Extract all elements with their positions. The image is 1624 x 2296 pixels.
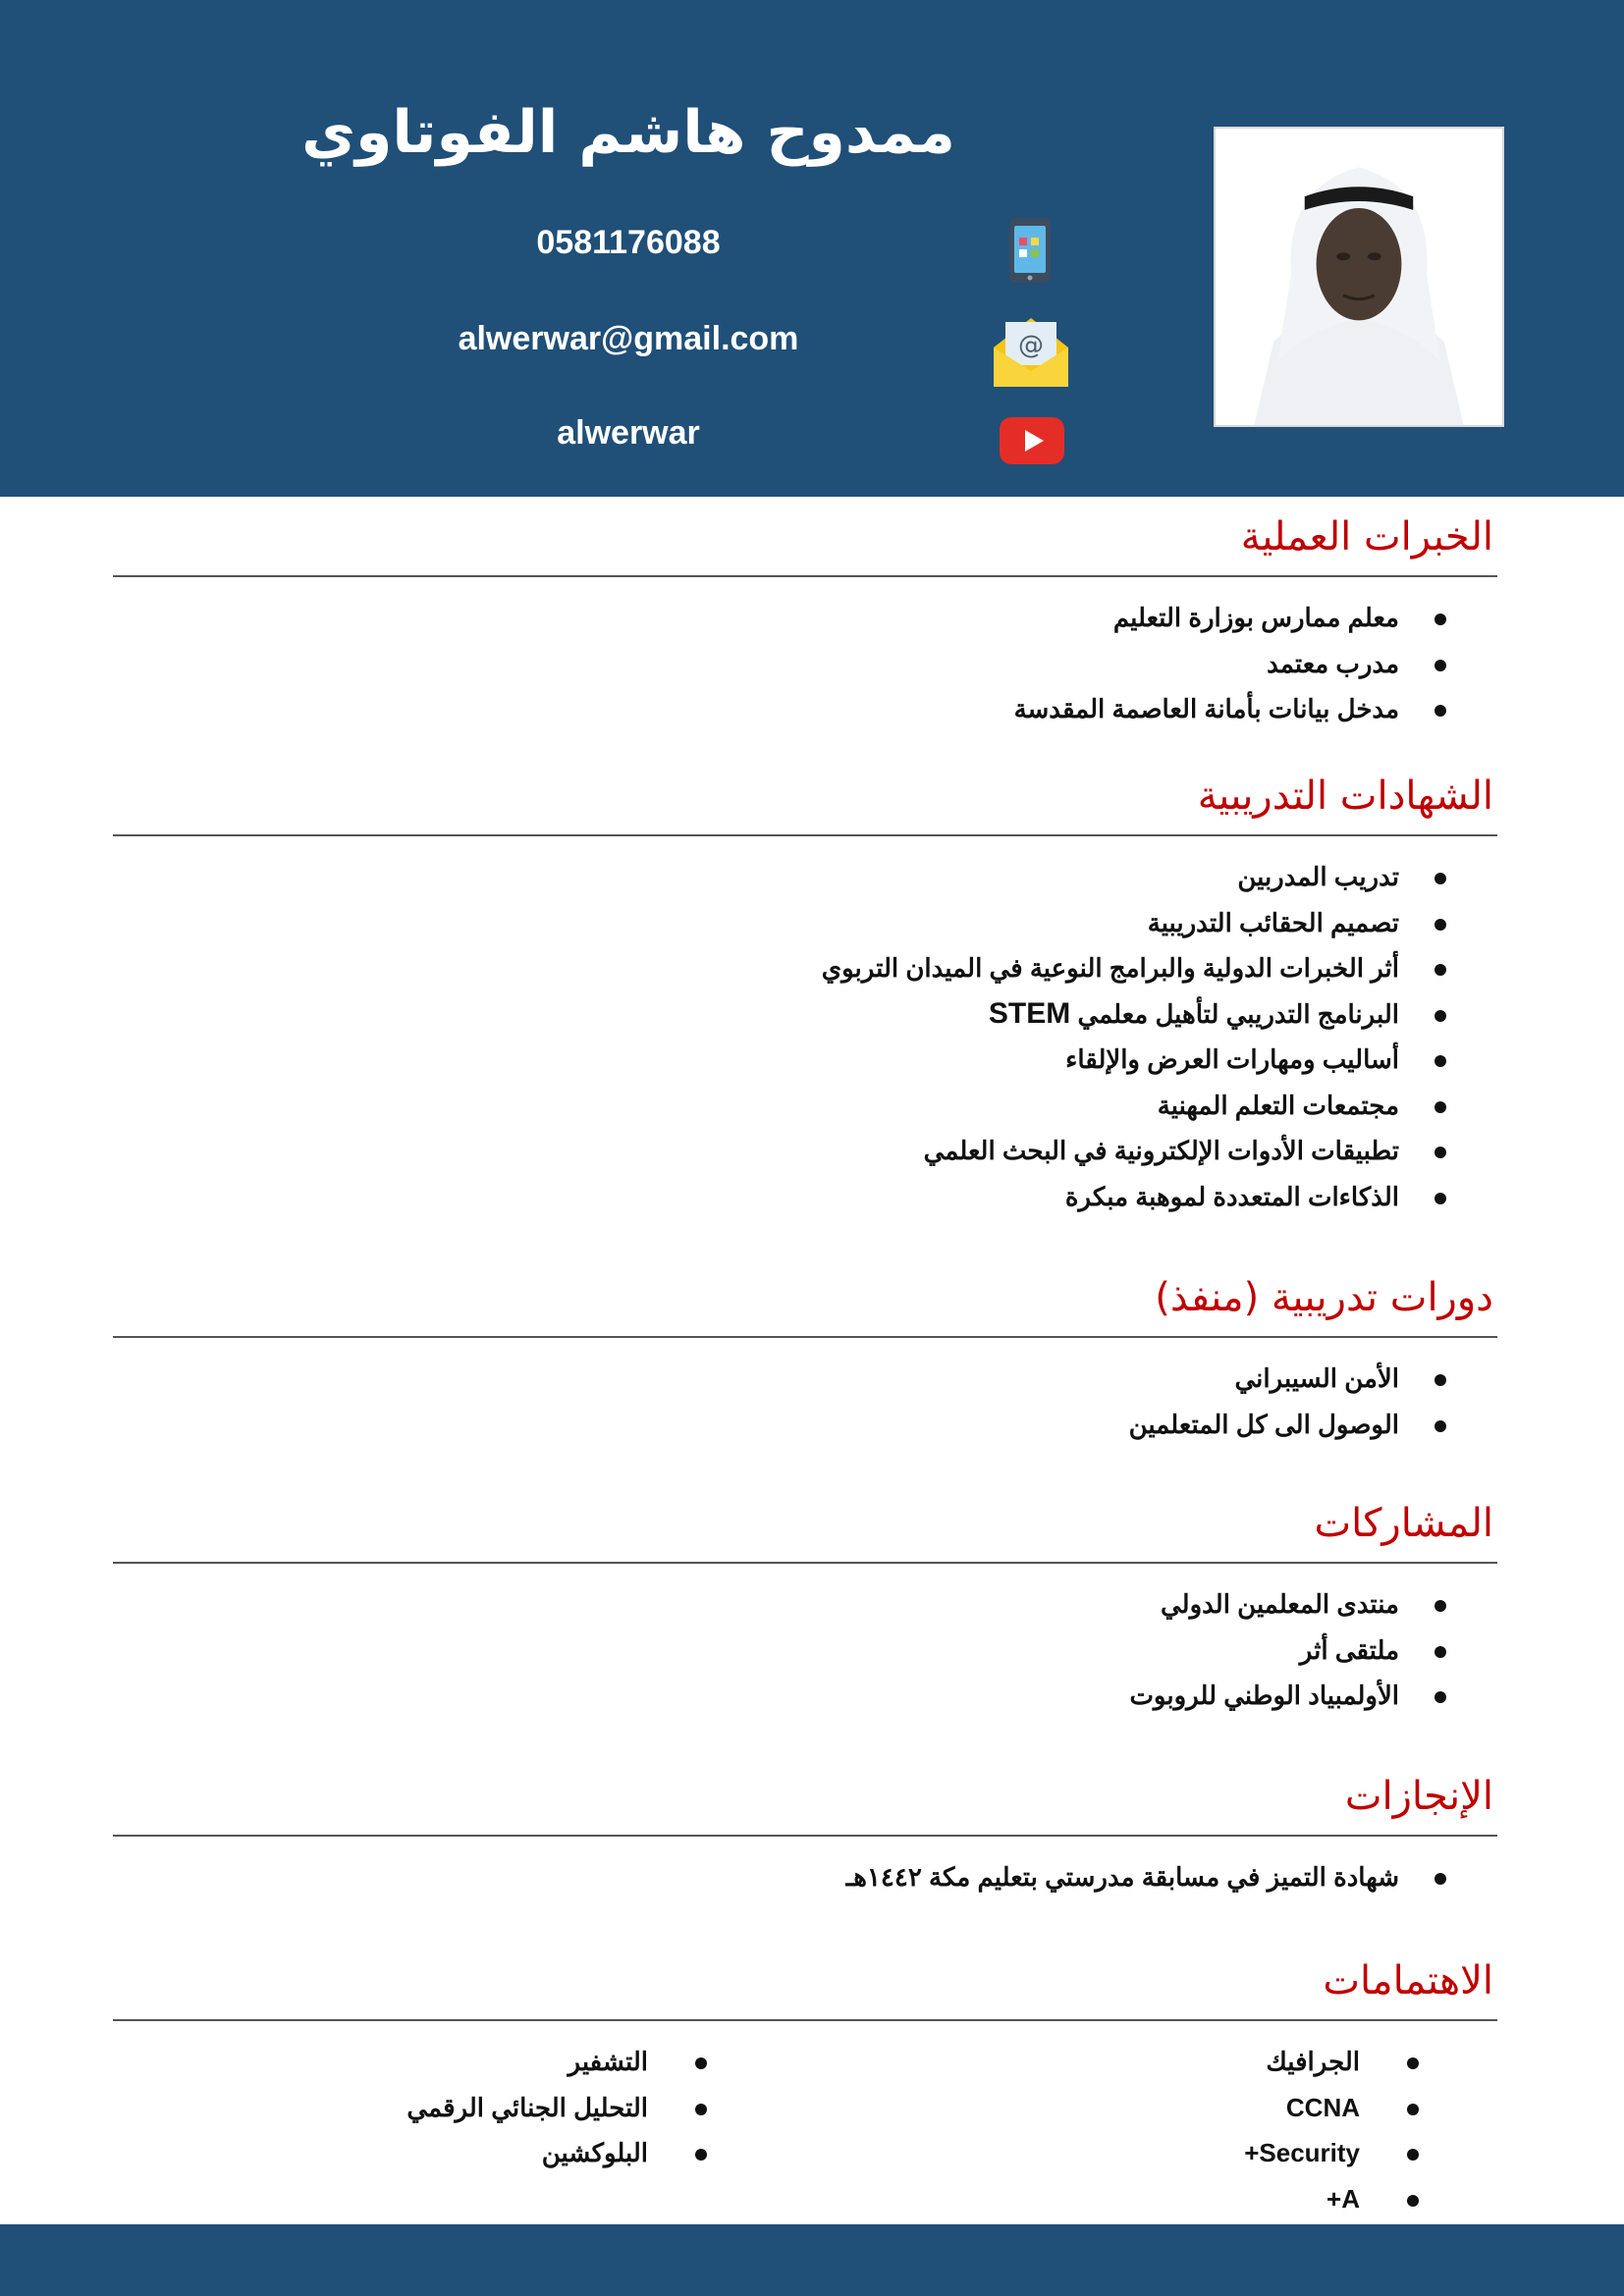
- list-item: [113, 991, 1497, 1038]
- section-experience: [113, 512, 1497, 732]
- list-item: التشفير: [113, 2039, 805, 2085]
- footer-bar: [0, 2224, 1624, 2296]
- interests-columns: [113, 2021, 1497, 2221]
- list-item: الأولمبياد الوطني للروبوت: [113, 1673, 1497, 1719]
- interests-list-right: [805, 2039, 1497, 2221]
- youtube-icon: [1000, 417, 1064, 464]
- list-item: شهادة التميز في مسابقة مدرستي بتعليم مكة ١٤٤٢هـ: [113, 1854, 1497, 1900]
- section-title: الشهادات التدريبية: [1197, 774, 1493, 819]
- list-item: CCNA: [805, 2085, 1497, 2131]
- achievements-list: [113, 1854, 1497, 1900]
- section-courses: [113, 1273, 1497, 1447]
- list-item: مدرب معتمد: [113, 641, 1497, 687]
- list-item: تصميم الحقائب التدريبية: [113, 900, 1497, 946]
- list-item: أثر الخبرات الدولية والبرامج النوعية في الميدان التربوي: [113, 945, 1497, 991]
- list-item: الأمن السيبراني: [113, 1356, 1497, 1402]
- divider: [113, 1835, 1497, 1837]
- list-item: الجرافيك: [805, 2039, 1497, 2085]
- list-item: تدريب المدربين: [113, 854, 1497, 900]
- list-item: منتدى المعلمين الدولي: [113, 1581, 1497, 1628]
- courses-list: [113, 1356, 1497, 1447]
- list-item: مدخل بيانات بأمانة العاصمة المقدسة: [113, 686, 1497, 732]
- list-item: Security+: [805, 2130, 1497, 2176]
- section-title: الخبرات العملية: [1240, 514, 1493, 560]
- list-item: البلوكشين: [113, 2130, 805, 2176]
- participations-list: [113, 1581, 1497, 1719]
- list-item: معلم ممارس بوزارة التعليم: [113, 595, 1497, 641]
- divider: [113, 1562, 1497, 1564]
- section-participations: [113, 1499, 1497, 1719]
- list-item: الذكاءات المتعددة لموهبة مبكرة: [113, 1174, 1497, 1220]
- experience-list: [113, 595, 1497, 732]
- list-item: الوصول الى كل المتعلمين: [113, 1402, 1497, 1448]
- section-interests: [113, 1956, 1497, 2221]
- phone-number[interactable]: 0581176088: [536, 224, 721, 261]
- list-item: A+: [805, 2176, 1497, 2222]
- certificates-list: [113, 854, 1497, 1219]
- youtube-channel[interactable]: alwerwar: [557, 414, 700, 452]
- list-item: تطبيقات الأدوات الإلكترونية في البحث العلمي: [113, 1128, 1497, 1174]
- section-certificates: [113, 772, 1497, 1219]
- section-title: دورات تدريبية (منفذ): [1155, 1275, 1493, 1320]
- divider: [113, 575, 1497, 577]
- section-title: الإنجازات: [1344, 1774, 1493, 1819]
- section-title: المشاركات: [1314, 1501, 1493, 1546]
- list-item: ملتقى أثر: [113, 1628, 1497, 1674]
- list-item-text: البرنامج التدريبي لتأهيل معلمي: [1077, 998, 1399, 1029]
- person-name: ممدوح هاشم الفوتاوي: [301, 98, 955, 167]
- profile-photo: [1214, 127, 1504, 427]
- section-title: الاهتمامات: [1323, 1958, 1493, 2003]
- svg-text:@: @: [1018, 331, 1044, 360]
- phone-icon: [1007, 216, 1053, 285]
- interests-list-left: [113, 2039, 805, 2221]
- divider: [113, 1336, 1497, 1338]
- list-item: أساليب ومهارات العرض والإلقاء: [113, 1037, 1497, 1083]
- list-item: مجتمعات التعلم المهنية: [113, 1083, 1497, 1129]
- email-icon: [992, 310, 1070, 389]
- header-banner: [0, 0, 1624, 497]
- section-achievements: [113, 1772, 1497, 1900]
- divider: [113, 834, 1497, 836]
- stem-label: STEM: [988, 996, 1071, 1030]
- list-item: التحليل الجنائي الرقمي: [113, 2085, 805, 2131]
- email-address[interactable]: alwerwar@gmail.com: [458, 320, 799, 357]
